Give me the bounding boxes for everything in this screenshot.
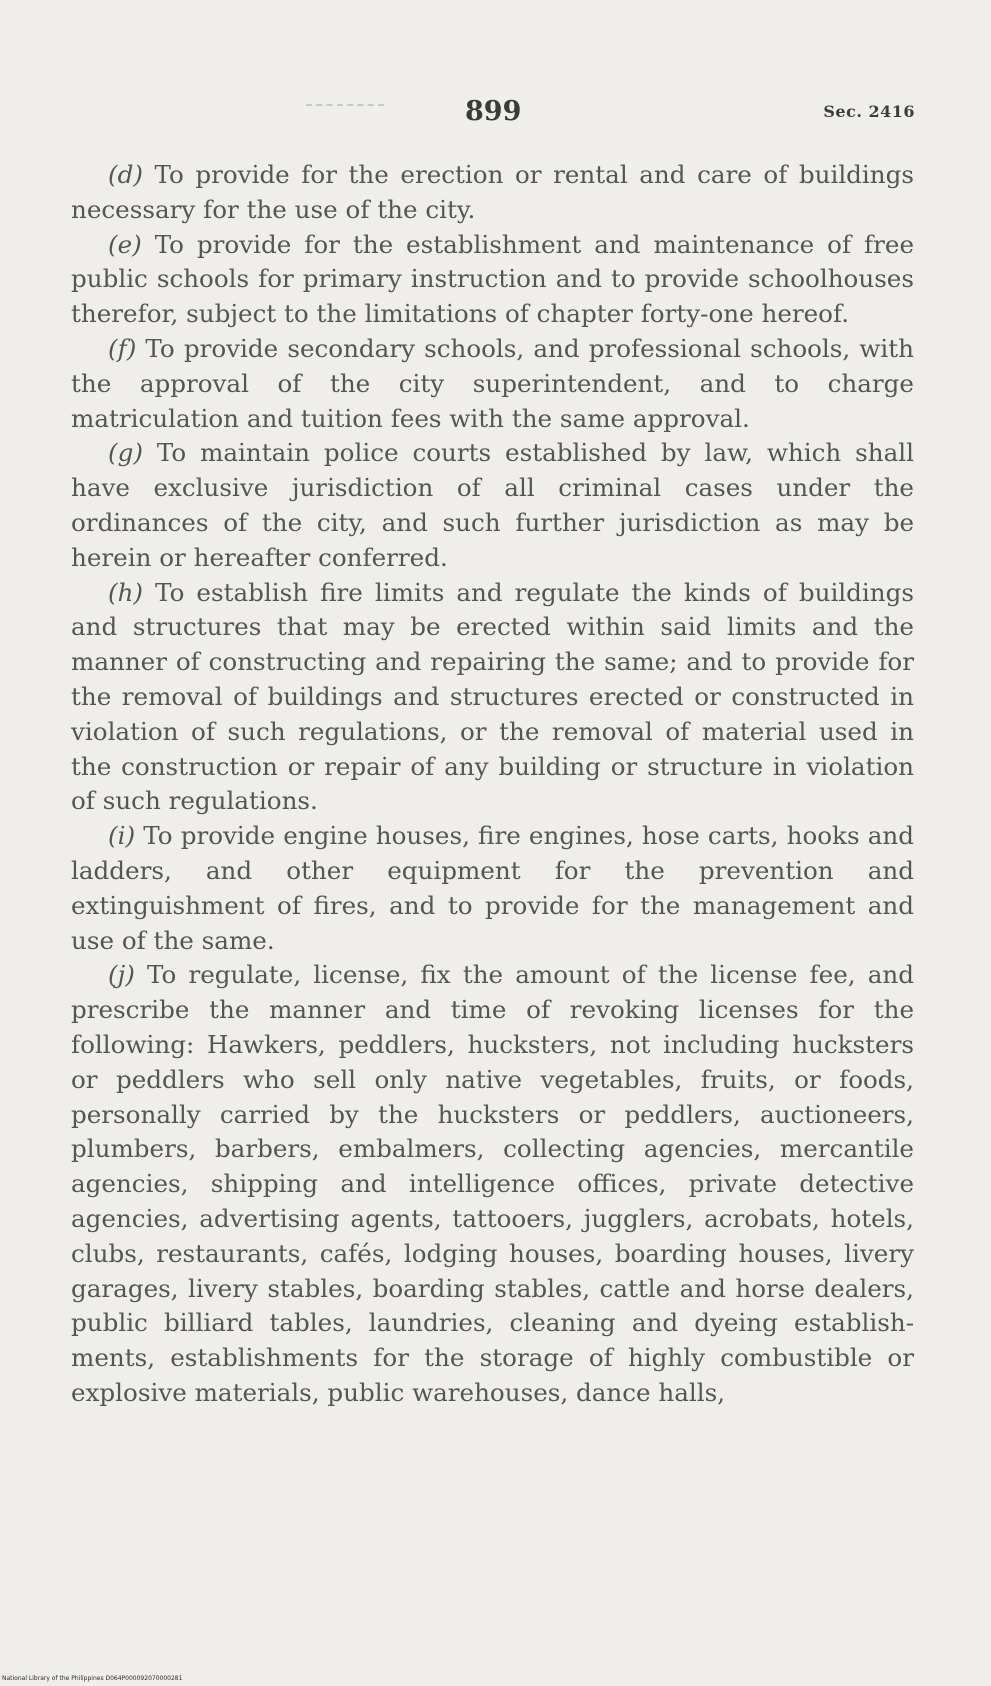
body-text [71,158,914,1411]
paragraph-label: (e) [108,229,142,259]
paragraph-d [71,158,914,228]
paragraph-e [71,228,914,332]
paragraph-text: To establish fire limits and regulate the kinds of buildings and structures that may be erected within said limits and the manner of constructing and repairing the same; and to provide for the removal of buildings and structures erected or constructed in violation of such regulations, or the removal of material used in the construction or repair of any building or structure in violation of such regulations. [71,577,914,816]
paragraph-text: To provide engine houses, fire engines, hose carts, hooks and ladders, and other equipment for the prevention and extinguishment of fires, and to provide for the management and use of the same. [71,821,914,955]
page-number: 899 [465,96,522,127]
paragraph-g [71,436,914,575]
paragraph-label: (i) [108,821,136,851]
paragraph-label: (j) [108,960,135,990]
paragraph-label: (h) [108,577,144,607]
paragraph-text: To maintain police courts established by law, which shall have exclusive jurisdiction of all criminal cases under the ordinances of the city, and such further jurisdiction as may be herein or hereafter conferred. [71,438,914,572]
paragraph-j [71,958,914,1410]
paragraph-h [71,576,914,820]
faint-dash-mark [306,104,384,107]
paragraph-text: To regulate, license, fix the amount of the license fee, and prescribe the manner and time of revoking licenses for the following: Hawkers, peddlers, hucksters, not including hucksters or peddlers who sell only native vegetables, fruits, or foods, personally carried by the hucksters or peddlers, auctioneers, plumbers, barbers, embalmers, collecting agencies, mercantile agencies, shipping and intelligence offices, private detective agencies, advertising agents, tattooers, jugglers, acrobats, hotels, clubs, restaurants, cafés, lodging houses, boarding houses, livery garages, livery stables, boarding stables, cattle and horse dealers, public billiard tables, laundries, cleaning and dyeing establishments, establishments for the storage of highly combustible or explosive materials, public warehouses, dance halls, [71,960,914,1407]
section-reference: Sec. 2416 [823,102,915,121]
page-header [0,96,991,136]
paragraph-f [71,332,914,436]
library-credit: National Library of the Philippines D064P000092070000281 [2,1675,183,1682]
paragraph-label: (f) [108,333,137,363]
paragraph-i [71,819,914,958]
paragraph-label: (g) [108,438,143,468]
paragraph-text: To provide for the erection or rental and care of buildings necessary for the use of the city. [71,160,914,224]
paragraph-label: (d) [108,160,143,189]
paragraph-text: To provide secondary schools, and professional schools, with the approval of the city superintendent, and to charge matriculation and tuition fees with the same approval. [71,333,914,433]
paragraph-text: To provide for the establishment and maintenance of free public schools for primary instruction and to provide schoolhouses therefor, subject to the limitations of chapter forty-one hereof. [71,229,914,329]
